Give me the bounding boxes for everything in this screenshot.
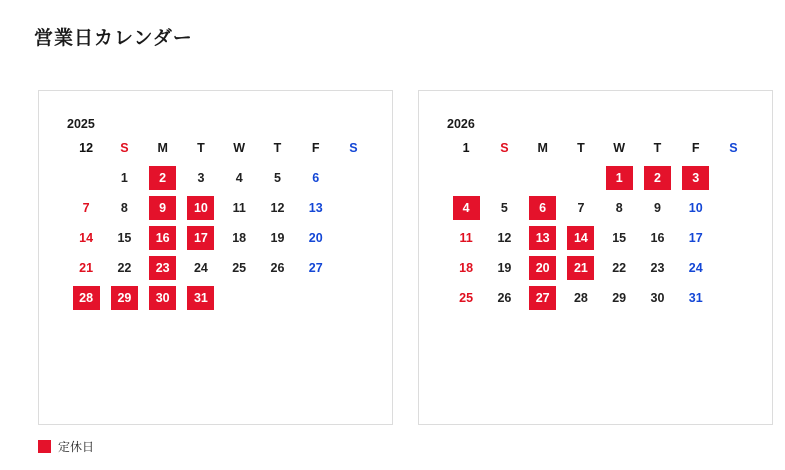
calendar-day-closed [447, 193, 485, 223]
calendar-day-label: 10 [688, 201, 703, 215]
calendar-day [105, 193, 143, 223]
weekday-header: T [653, 141, 662, 155]
calendar-day-label: 9 [653, 201, 661, 215]
calendar-day [677, 193, 715, 223]
calendar-day [485, 223, 523, 253]
calendar-day-label: 11 [232, 201, 246, 215]
weekday-header: W [233, 141, 246, 155]
calendar-day-label: 29 [612, 291, 627, 305]
calendar-day-label: 15 [117, 231, 132, 245]
calendar-day-closed [182, 193, 220, 223]
calendar-day [258, 253, 296, 283]
calendar-day-label: 7 [577, 201, 585, 215]
calendar-day-label [264, 285, 291, 309]
calendar-day-label [302, 285, 329, 309]
calendar-day-label: 6 [312, 171, 320, 185]
calendar-day-label: 12 [497, 231, 512, 245]
calendar-week-row [67, 283, 372, 313]
calendar-day-label: 18 [232, 231, 247, 245]
calendar-header-row [447, 133, 752, 163]
calendar-week-row [447, 283, 752, 313]
calendar-day-closed [144, 253, 182, 283]
calendar-day [600, 193, 638, 223]
calendar-day [67, 223, 105, 253]
weekday-header: F [691, 141, 700, 155]
legend-closed-label: 定休日 [58, 440, 95, 454]
calendar-day-empty [220, 283, 258, 313]
calendar-day-label: 21 [567, 256, 594, 280]
calendar-day [67, 253, 105, 283]
calendar-day [562, 193, 600, 223]
calendar-day-closed [144, 283, 182, 313]
calendar-day-label: 17 [187, 226, 214, 250]
calendar-day [600, 223, 638, 253]
calendar-day-label: 27 [308, 261, 323, 275]
calendar-day-label: 16 [650, 231, 665, 245]
calendar-day [562, 283, 600, 313]
calendar-day [447, 223, 485, 253]
calendar-day-label: 22 [612, 261, 627, 275]
calendar-week-row [447, 163, 752, 193]
calendar-day-label: 23 [149, 256, 176, 280]
calendar-day-closed [67, 283, 105, 313]
calendar-day [600, 283, 638, 313]
calendar-day-label: 28 [573, 291, 588, 305]
calendar-day-label: 3 [197, 171, 205, 185]
calendar-day-label: 2 [644, 166, 671, 190]
calendar-day-label: 4 [453, 196, 480, 220]
calendar-day [105, 253, 143, 283]
calendar-grid [447, 133, 752, 313]
calendar-day [297, 193, 335, 223]
weekday-header: T [273, 141, 282, 155]
calendar-day [258, 163, 296, 193]
calendar-grid [67, 133, 372, 313]
calendar-day [677, 223, 715, 253]
calendar-day [220, 253, 258, 283]
calendar-day-closed [182, 283, 220, 313]
calendar-day-closed [524, 193, 562, 223]
calendar-day-label: 26 [497, 291, 512, 305]
calendar-week-row [447, 223, 752, 253]
calendar-day-label: 20 [308, 231, 323, 245]
calendar-day-closed [144, 193, 182, 223]
calendar-day [67, 193, 105, 223]
calendar-day-empty [562, 163, 600, 193]
calendar-day-label: 1 [120, 171, 128, 185]
calendar-day [447, 283, 485, 313]
calendar-day-closed [182, 223, 220, 253]
calendar-day-label: 26 [270, 261, 285, 275]
calendar-day-label: 31 [187, 286, 214, 310]
calendar-week-row [67, 253, 372, 283]
calendar-day-empty [485, 163, 523, 193]
calendar-day-label: 13 [308, 201, 323, 215]
calendar-card [38, 90, 393, 425]
calendar-day [297, 253, 335, 283]
calendar-day [258, 223, 296, 253]
calendar-day-label [567, 165, 594, 189]
calendar-day-label: 7 [82, 201, 90, 215]
calendar-week-row [447, 253, 752, 283]
calendar-day-label: 17 [688, 231, 703, 245]
closed-day-swatch-icon [38, 440, 51, 453]
calendar-day [677, 283, 715, 313]
calendar-day [105, 163, 143, 193]
calendar-day-label: 14 [79, 231, 94, 245]
calendar-day-closed [638, 163, 676, 193]
calendar-day-label: 16 [149, 226, 176, 250]
calendar-day [297, 223, 335, 253]
calendar-day [485, 253, 523, 283]
calendar-day-label: 22 [117, 261, 132, 275]
calendar-day-label: 2 [149, 166, 176, 190]
calendar-day [447, 253, 485, 283]
legend [38, 438, 94, 455]
calendar-list [38, 90, 773, 425]
calendar-day-label: 5 [273, 171, 281, 185]
calendar-day [220, 223, 258, 253]
calendar-day [600, 253, 638, 283]
calendar-day-closed [524, 253, 562, 283]
calendar-day-label: 5 [500, 201, 508, 215]
calendar-day-label [453, 165, 480, 189]
calendar-day-closed [105, 283, 143, 313]
calendar-day-label: 30 [149, 286, 176, 310]
calendar-day-label [529, 165, 556, 189]
calendar-day-label: 6 [529, 196, 556, 220]
calendar-day-empty [258, 283, 296, 313]
calendar-day-label: 11 [459, 231, 473, 245]
calendar-day-empty [524, 163, 562, 193]
calendar-day-label: 13 [529, 226, 556, 250]
calendar-week-row [67, 193, 372, 223]
calendar-body [67, 117, 372, 313]
weekday-header: S [120, 141, 129, 155]
calendar-day-label: 1 [606, 166, 633, 190]
calendar-day [485, 283, 523, 313]
calendar-day-label: 8 [120, 201, 128, 215]
weekday-header: S [500, 141, 509, 155]
calendar-card [418, 90, 773, 425]
calendar-week-row [67, 223, 372, 253]
calendar-body [447, 117, 752, 313]
weekday-header: M [537, 141, 548, 155]
calendar-day-label: 31 [688, 291, 703, 305]
calendar-day-label: 19 [497, 261, 512, 275]
calendar-month: 1 [462, 140, 470, 155]
calendar-day [638, 253, 676, 283]
weekday-header: M [157, 141, 168, 155]
calendar-day [638, 193, 676, 223]
weekday-header: T [197, 141, 205, 155]
calendar-day-label: 4 [235, 171, 243, 185]
calendar-day-closed [524, 223, 562, 253]
calendar-day-label: 29 [111, 286, 138, 310]
calendar-day-label: 18 [459, 261, 474, 275]
calendar-day [182, 253, 220, 283]
calendar-day-label: 10 [187, 196, 214, 220]
calendar-day-label: 3 [682, 166, 709, 190]
weekday-header: F [311, 141, 320, 155]
calendar-day-label: 9 [149, 196, 176, 220]
calendar-day-label: 15 [612, 231, 627, 245]
calendar-day [105, 223, 143, 253]
calendar-day-label: 24 [688, 261, 703, 275]
calendar-day-label: 21 [79, 261, 94, 275]
calendar-day-label: 23 [650, 261, 665, 275]
calendar-day [220, 163, 258, 193]
calendar-day-empty [67, 163, 105, 193]
calendar-day-label: 28 [73, 286, 100, 310]
calendar-year: 2025 [67, 117, 95, 131]
calendar-day [182, 163, 220, 193]
calendar-day-label: 25 [232, 261, 247, 275]
weekday-header: S [349, 141, 358, 155]
calendar-day-closed [677, 163, 715, 193]
weekday-header: S [729, 141, 738, 155]
calendar-day-empty [447, 163, 485, 193]
page-title: 営業日カレンダー [34, 28, 193, 49]
calendar-year: 2026 [447, 117, 475, 131]
calendar-day-label: 30 [650, 291, 665, 305]
calendar-week-row [447, 193, 752, 223]
calendar-day-label: 25 [459, 291, 474, 305]
calendar-day-label: 12 [270, 201, 285, 215]
calendar-day-label [73, 165, 100, 189]
calendar-day-label: 24 [193, 261, 208, 275]
calendar-header-row [67, 133, 372, 163]
calendar-day [485, 193, 523, 223]
calendar-day-label: 20 [529, 256, 556, 280]
calendar-week-row [67, 163, 372, 193]
calendar-day-label: 27 [529, 286, 556, 310]
calendar-day [638, 283, 676, 313]
calendar-day-closed [524, 283, 562, 313]
calendar-day-label: 19 [270, 231, 285, 245]
calendar-day [258, 193, 296, 223]
calendar-day [220, 193, 258, 223]
calendar-day-empty [297, 283, 335, 313]
calendar-day-closed [562, 253, 600, 283]
calendar-day-label: 8 [615, 201, 623, 215]
weekday-header: W [613, 141, 626, 155]
calendar-day-closed [144, 223, 182, 253]
calendar-day [677, 253, 715, 283]
calendar-day-label [226, 285, 253, 309]
calendar-day-label [491, 165, 518, 189]
calendar-day [638, 223, 676, 253]
calendar-month: 12 [79, 140, 94, 155]
calendar-day-closed [144, 163, 182, 193]
calendar-day [297, 163, 335, 193]
calendar-day-closed [562, 223, 600, 253]
calendar-day-closed [600, 163, 638, 193]
calendar-day-label: 14 [567, 226, 594, 250]
weekday-header: T [577, 141, 585, 155]
